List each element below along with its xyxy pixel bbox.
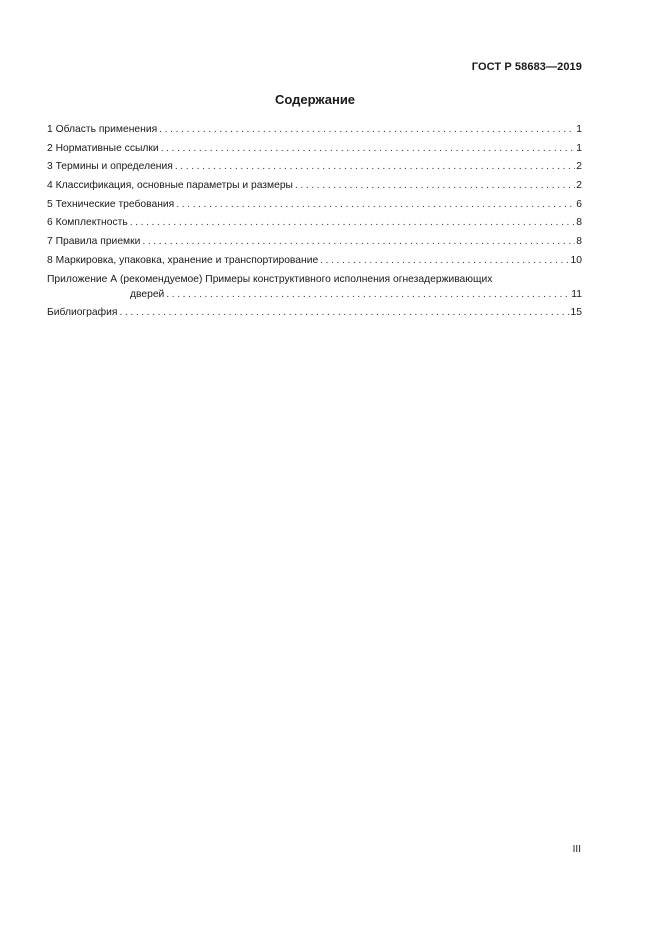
toc-entry[interactable] xyxy=(47,161,582,180)
toc-entry[interactable] xyxy=(47,236,582,255)
toc-dot-leader xyxy=(295,180,575,191)
toc-dot-leader xyxy=(175,161,575,172)
toc-entry[interactable] xyxy=(47,255,582,274)
toc-entry[interactable] xyxy=(47,143,582,162)
toc-entry-label: 8 Маркировка, упаковка, хранение и транспортирование xyxy=(47,254,319,266)
toc-entry-page: 8 xyxy=(576,217,582,229)
toc-dot-leader xyxy=(166,289,570,300)
toc-entry-page: 6 xyxy=(576,198,582,210)
toc-entry-label: 6 Комплектность xyxy=(47,217,128,229)
toc-dot-leader xyxy=(176,199,575,210)
toc-entry-appendix[interactable] xyxy=(47,274,582,308)
toc-entry-page: 2 xyxy=(576,161,582,173)
toc-entry[interactable] xyxy=(47,217,582,236)
toc-entry-label: 4 Классификация, основные параметры и размеры xyxy=(47,180,293,192)
document-code: ГОСТ Р 58683—2019 xyxy=(471,61,582,73)
toc-appendix-line1: Приложение А (рекомендуемое) Примеры конструктивного исполнения огнезадерживающих xyxy=(47,273,493,285)
toc-entry-page: 1 xyxy=(576,142,582,154)
toc-entry-label: 2 Нормативные ссылки xyxy=(47,142,159,154)
toc-appendix-line2-row xyxy=(47,289,582,308)
toc-entry-page: 10 xyxy=(570,254,582,266)
toc-entry[interactable] xyxy=(47,199,582,218)
toc-entry-label: 3 Термины и определения xyxy=(47,161,173,173)
toc-entry-bibliography[interactable] xyxy=(47,307,582,326)
toc-entry-label: Библиография xyxy=(47,307,118,319)
toc-appendix-line2: дверей xyxy=(130,288,165,300)
toc-entry-page: 11 xyxy=(571,288,582,300)
toc-dot-leader xyxy=(119,307,569,318)
toc-entry-label: 5 Технические требования xyxy=(47,198,175,210)
toc-entry-page: 15 xyxy=(570,307,582,319)
toc-entry-page: 2 xyxy=(576,180,582,192)
table-of-contents xyxy=(47,124,582,326)
toc-entry-label: 1 Область применения xyxy=(47,124,158,135)
toc-entry[interactable] xyxy=(47,124,582,143)
page-number: III xyxy=(572,844,581,855)
toc-title: Содержание xyxy=(274,92,356,107)
toc-entry-page: 8 xyxy=(576,236,582,248)
toc-entry-label: 7 Правила приемки xyxy=(47,236,141,248)
toc-entry-page: 1 xyxy=(576,124,582,135)
toc-dot-leader xyxy=(130,217,576,228)
toc-entry[interactable] xyxy=(47,180,582,199)
toc-dot-leader xyxy=(159,124,575,135)
toc-dot-leader xyxy=(142,236,575,247)
toc-dot-leader xyxy=(320,255,569,266)
toc-dot-leader xyxy=(161,143,576,154)
